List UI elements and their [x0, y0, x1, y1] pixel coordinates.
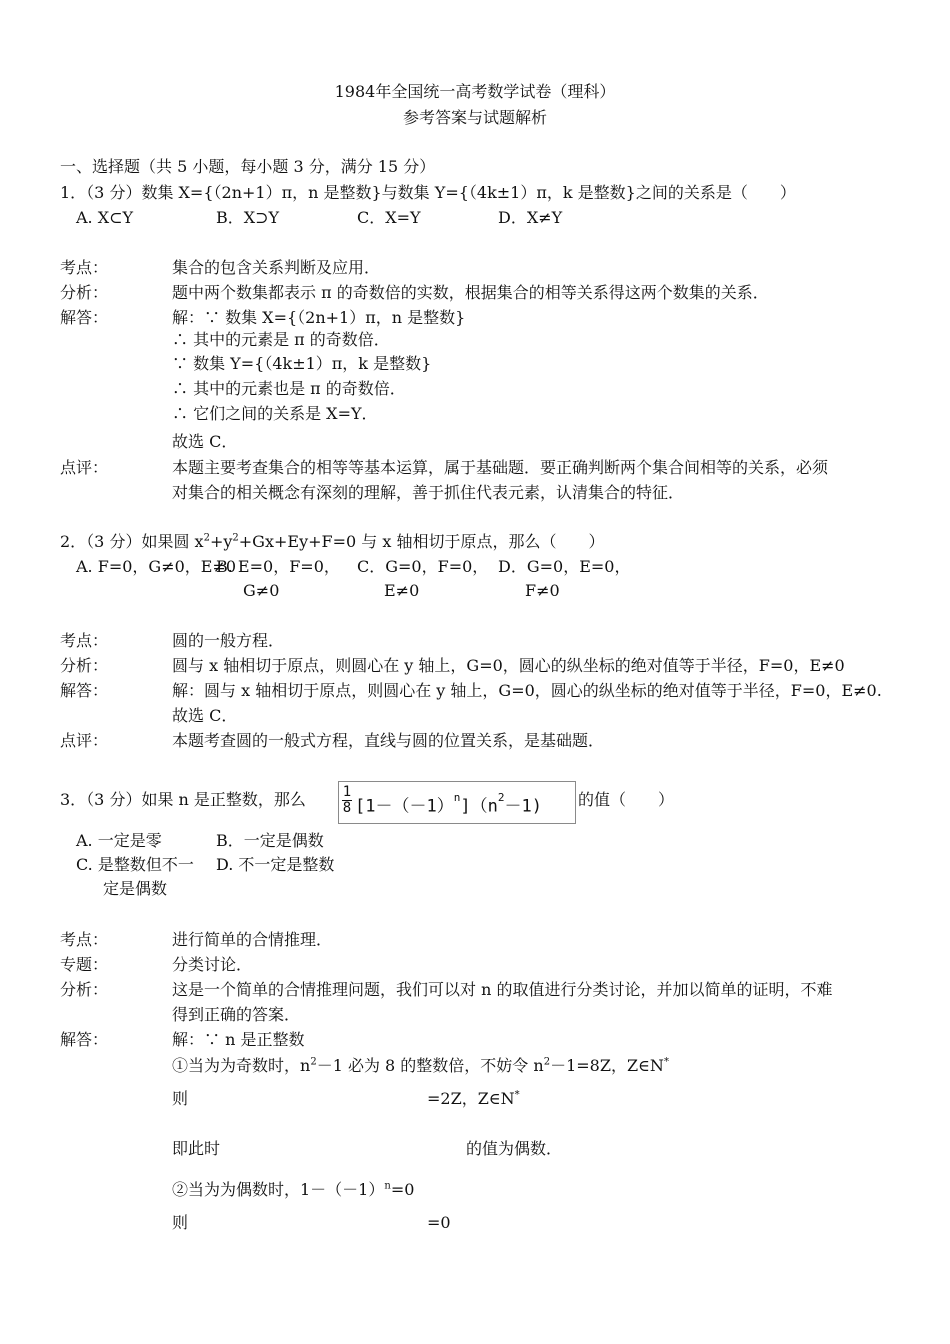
q1-jieda-line: ∴ 其中的元素是 π 的奇数倍． — [172, 330, 390, 349]
formula-numerator: 1 — [342, 784, 352, 800]
q3-zhuanti-label: 专题： — [60, 955, 109, 974]
section-heading: 一、选择题（共 5 小题，每小题 3 分，满分 15 分） — [60, 157, 436, 176]
q3-stem-post: 的值（ ） — [578, 790, 675, 809]
q1-option-a: A. X⊂Y — [76, 208, 134, 227]
formula-denominator: 8 — [342, 800, 352, 816]
q3-ze-1: 则 — [172, 1089, 189, 1108]
q3-option-a: A. 一定是零 — [76, 831, 162, 850]
q3-option-b: B．一定是偶数 — [216, 831, 324, 850]
q3-option-c: C. 是整数但不一 — [76, 855, 194, 874]
q1-kaodian: 集合的包含关系判断及应用． — [172, 258, 381, 277]
q2-dianping: 本题考查圆的一般式方程，直线与圆的位置关系，是基础题． — [172, 731, 605, 750]
q3-case2: ②当为为偶数时，$1-(-1)^n=0$ — [172, 1180, 415, 1199]
q1-jieda-line: 解：∵ 数集 X={（2n+1）π，n 是整数} — [172, 308, 466, 327]
q1-dianping-label: 点评： — [60, 458, 109, 477]
q2-option-c-cont: E≠0 — [384, 581, 420, 600]
q1-jieda-label: 解答： — [60, 308, 109, 327]
q2-option-a: A. F=0，G≠0，E≠0 — [76, 557, 237, 576]
q3-option-d: D. 不一定是整数 — [216, 855, 335, 874]
q3-zhuanti: 分类讨论． — [172, 955, 253, 974]
q1-jieda-line: ∴ 其中的元素也是 π 的奇数倍． — [172, 379, 406, 398]
q1-jieda-line: 故选 C． — [172, 432, 238, 451]
q1-jieda-line: ∵ 数集 Y={（4k±1）π，k 是整数} — [172, 354, 432, 373]
q3-ze-2: 则 — [172, 1213, 189, 1232]
q1-jieda-line: ∴ 它们之间的关系是 X=Y． — [172, 404, 378, 423]
page-title: 1984年全国统一高考数学试卷（理科） — [334, 82, 616, 101]
q1-stem: 1．（3 分）数集 X={（2n+1）π，n 是整数}与数集 Y={（4k±1）π，k 是整数}之间的关系是（ ） — [60, 183, 796, 202]
q2-kaodian-label: 考点： — [60, 631, 109, 650]
q2-option-d-cont: F≠0 — [525, 581, 560, 600]
q3-fenxi-line: 这是一个简单的合情推理问题，我们可以对 n 的取值进行分类讨论，并加以简单的证明，不难 — [172, 980, 833, 999]
q2-option-d: D．G=0，E=0， — [498, 557, 631, 576]
formula-expression: $[1-(-1)^n](n^2-1)$ — [355, 791, 542, 817]
q2-option-b: B. E=0，F=0， — [216, 557, 340, 576]
formula-fraction — [342, 785, 352, 816]
q3-jieda-label: 解答： — [60, 1030, 109, 1049]
q1-dianping-line: 对集合的相关概念有深刻的理解，善于抓住代表元素，认清集合的特征． — [172, 483, 685, 502]
q3-fenxi-line: 得到正确的答案． — [172, 1005, 301, 1024]
q3-option-c-cont: 定是偶数 — [103, 879, 168, 898]
q3-formula-box — [338, 781, 576, 824]
q1-option-d: D．X≠Y — [498, 208, 563, 227]
q1-kaodian-label: 考点： — [60, 258, 109, 277]
q3-jieda-intro: 解：∵ n 是正整数 — [172, 1030, 305, 1049]
q3-fenxi-label: 分析： — [60, 980, 109, 999]
q3-kaodian: 进行简单的合情推理． — [172, 930, 333, 949]
q2-option-c: C．G=0，F=0， — [357, 557, 489, 576]
q2-option-b-cont: G≠0 — [243, 581, 280, 600]
q2-jieda-label: 解答： — [60, 681, 109, 700]
q2-kaodian: 圆的一般方程． — [172, 631, 285, 650]
q1-fenxi-label: 分析： — [60, 283, 109, 302]
q3-case1: ①当为为奇数时，$n^2-1$ 必为 8 的整数倍，不妨令 $n^2-1=8Z$，Z∈N* — [172, 1056, 669, 1075]
q1-option-c: C．X=Y — [357, 208, 421, 227]
q3-eq-2: =0 — [427, 1213, 451, 1232]
q2-dianping-label: 点评： — [60, 731, 109, 750]
q3-jici-tail: 的值为偶数． — [466, 1139, 563, 1158]
q1-dianping-line: 本题主要考查集合的相等等基本运算，属于基础题．要正确判断两个集合间相等的关系，必须 — [172, 458, 829, 477]
q3-stem-pre: 3．（3 分）如果 n 是正整数，那么 — [60, 790, 306, 809]
q2-jieda-line: 解：圆与 x 轴相切于原点，则圆心在 y 轴上，G=0，圆心的纵坐标的绝对值等于半径，F=0，E≠0. — [172, 681, 882, 700]
q1-fenxi: 题中两个数集都表示 π 的奇数倍的实数，根据集合的相等关系得这两个数集的关系． — [172, 283, 769, 302]
q3-kaodian-label: 考点： — [60, 930, 109, 949]
q1-option-b: B．X⊃Y — [216, 208, 280, 227]
q2-fenxi-label: 分析： — [60, 656, 109, 675]
q3-eq-1: =2Z，Z∈N* — [427, 1089, 520, 1108]
q2-jieda-line: 故选 C． — [172, 706, 238, 725]
q2-stem: 2．（3 分）如果圆 $x^2+y^2+Gx+Ey+F=0$ 与 x 轴相切于原点，那么（ ） — [60, 532, 605, 551]
q3-jici: 即此时 — [172, 1139, 221, 1158]
page-subtitle: 参考答案与试题解析 — [402, 108, 547, 127]
q2-fenxi: 圆与 x 轴相切于原点，则圆心在 y 轴上，G=0，圆心的纵坐标的绝对值等于半径，F=0，E≠0 — [172, 656, 845, 675]
